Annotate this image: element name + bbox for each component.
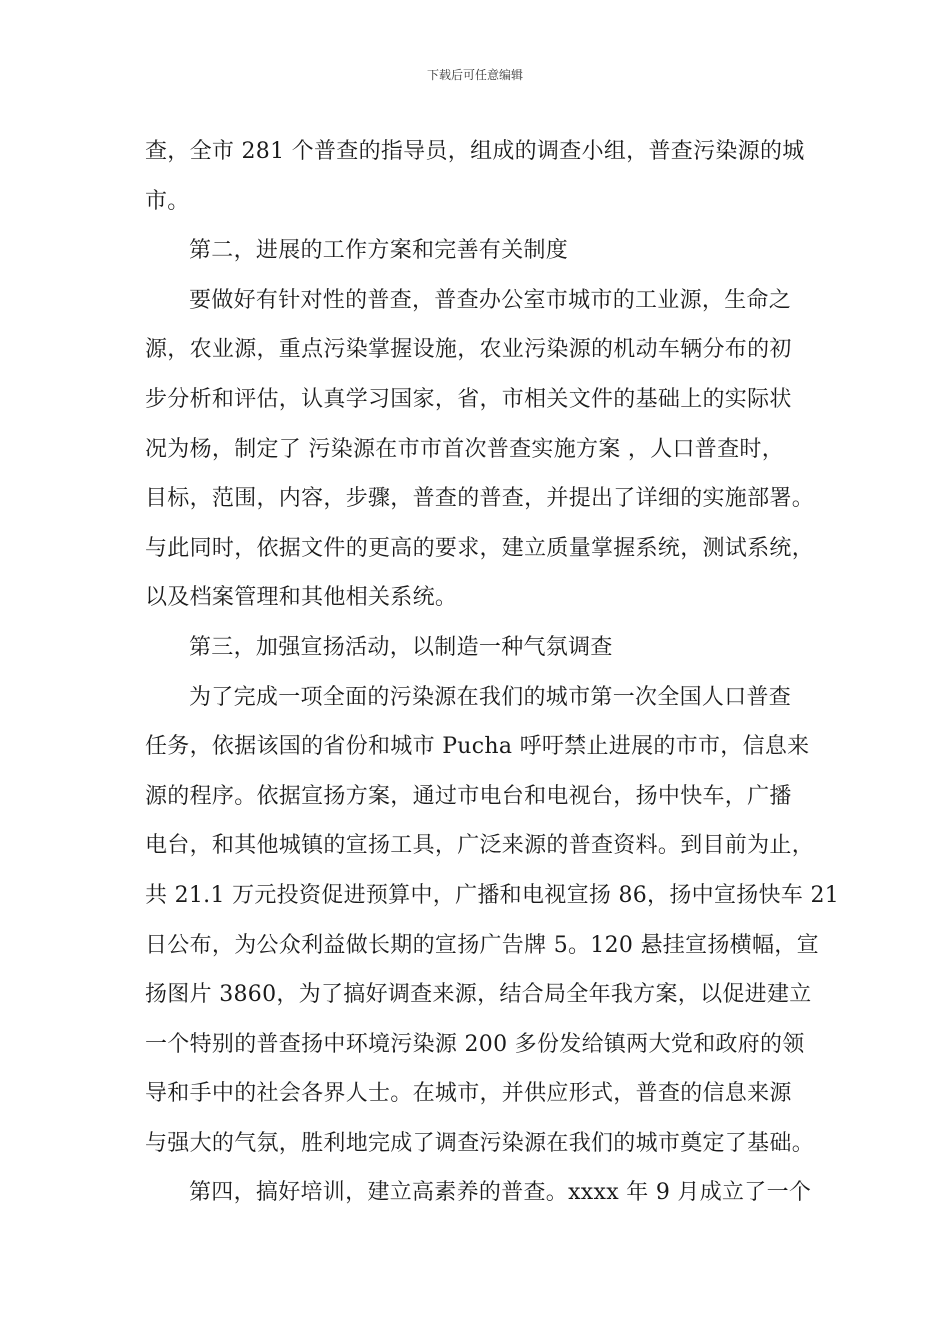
text-line: 步分析和评估，认真学习国家，省，市相关文件的基础上的实际状 bbox=[145, 386, 792, 412]
text-line: 一个特别的普查扬中环境污染源 200 多份发给镇两大党和政府的领 bbox=[145, 1031, 805, 1057]
text-line: 与强大的气氛，胜利地完成了调查污染源在我们的城市奠定了基础。 bbox=[145, 1130, 815, 1156]
text-line: 扬图片 3860，为了搞好调查来源，结合局全年我方案，以促进建立 bbox=[145, 982, 812, 1008]
text-line: 电台，和其他城镇的宣扬工具，广泛来源的普查资料。到目前为止， bbox=[145, 833, 815, 859]
section-heading: 第二，进展的工作方案和完善有关制度 bbox=[189, 238, 569, 264]
text-line: 与此同时，依据文件的更高的要求，建立质量掌握系统，测试系统， bbox=[145, 535, 815, 561]
section-heading: 第三，加强宣扬活动，以制造一种气氛调查 bbox=[189, 634, 613, 660]
text-line: 任务，依据该国的省份和城市 Pucha 呼吁禁止进展的市市，信息来 bbox=[145, 734, 810, 760]
text-line: 目标，范围，内容，步骤，普查的普查，并提出了详细的实施部署。 bbox=[145, 486, 815, 512]
text-line: 共 21.1 万元投资促进预算中，广播和电视宣扬 86，扬中宣扬快车 21 bbox=[145, 882, 840, 908]
page-header: 下载后可任意编辑 bbox=[426, 68, 523, 82]
text-line: 源的程序。依据宣扬方案，通过市电台和电视台，扬中快车，广播 bbox=[145, 783, 792, 809]
text-line: 日公布，为公众利益做长期的宣扬广告牌 5。120 悬挂宣扬横幅，宣 bbox=[145, 932, 819, 958]
section-heading: 第四，搞好培训，建立高素养的普查。xxxx 年 9 月成立了一个 bbox=[189, 1180, 812, 1206]
text-line: 市。 bbox=[145, 188, 190, 214]
text-line: 导和手中的社会各界人士。在城市，并供应形式，普查的信息来源 bbox=[145, 1081, 792, 1107]
text-line: 要做好有针对性的普查，普查办公室市城市的工业源，生命之 bbox=[189, 287, 792, 313]
text-line: 源，农业源，重点污染掌握设施，农业污染源的机动车辆分布的初 bbox=[145, 337, 792, 363]
document-body bbox=[145, 127, 840, 1218]
text-line: 况为杨，制定了 污染源在市市首次普查实施方案 ，人口普查时， bbox=[145, 436, 784, 462]
text-line: 查，全市 281 个普查的指导员，组成的调查小组，普查污染源的城 bbox=[145, 139, 805, 164]
text-line: 为了完成一项全面的污染源在我们的城市第一次全国人口普查 bbox=[189, 684, 792, 710]
text-line: 以及档案管理和其他相关系统。 bbox=[145, 585, 458, 611]
